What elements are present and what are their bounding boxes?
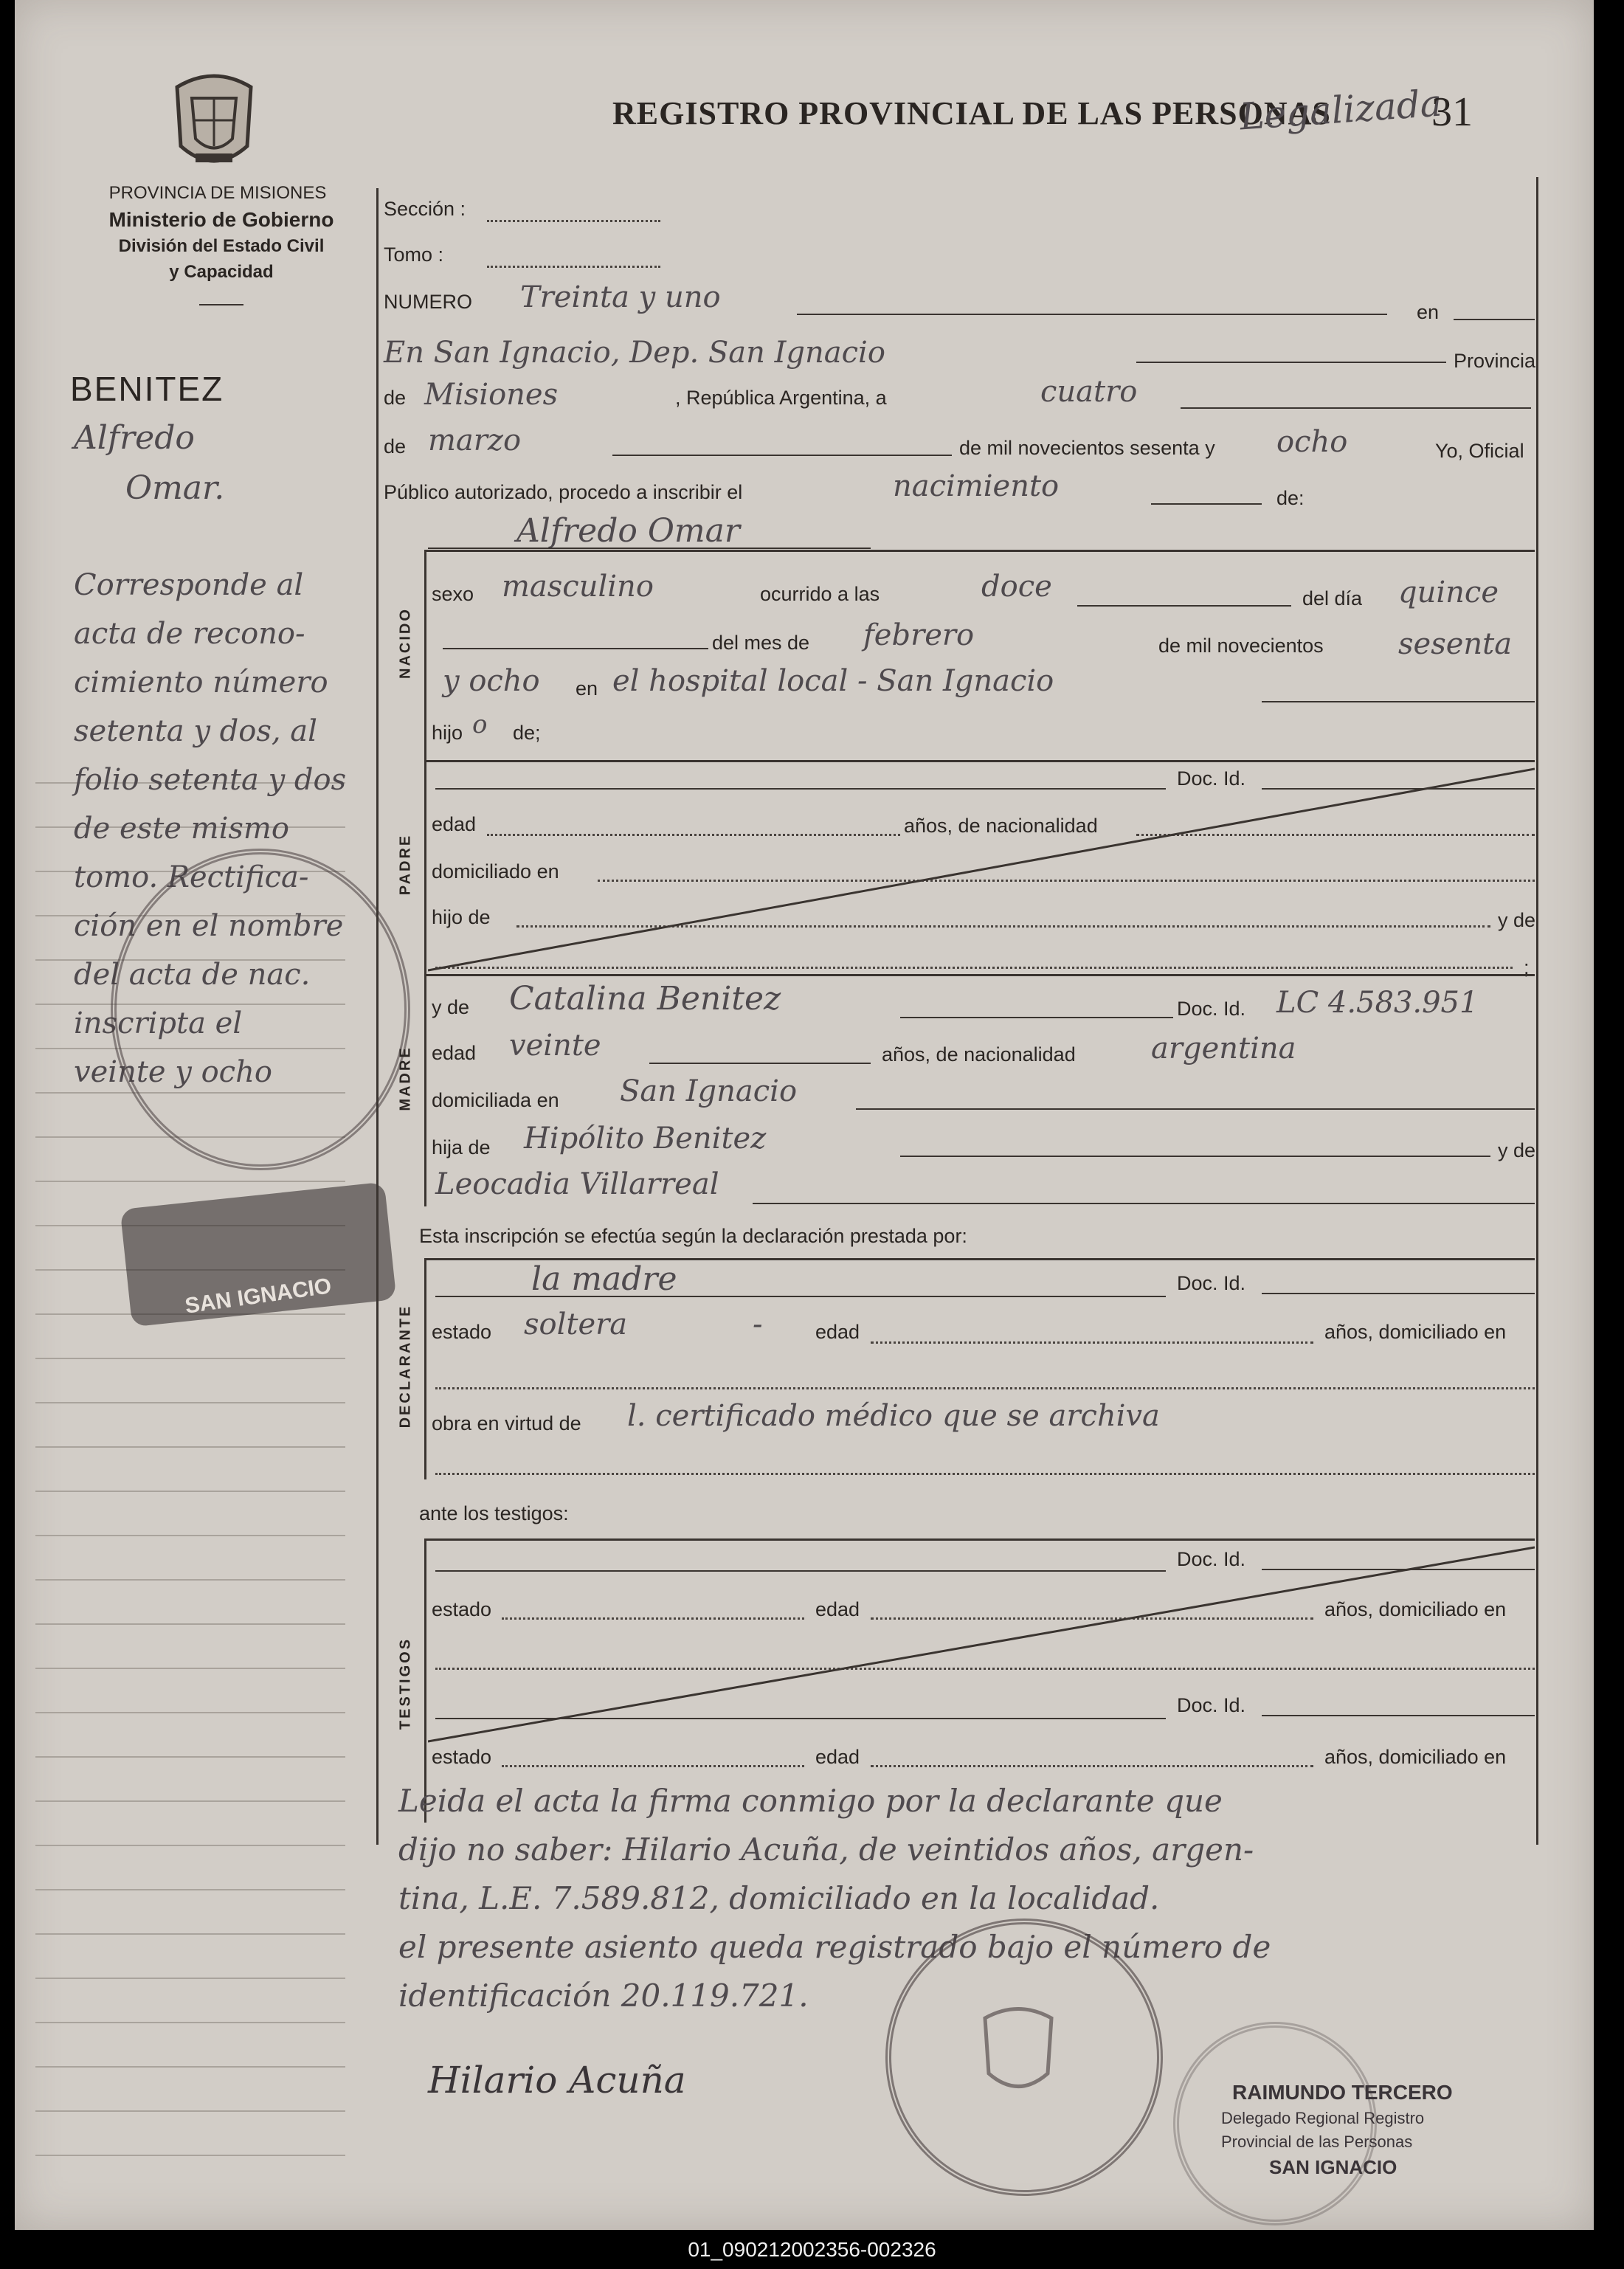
legalizada-note: Legalizada — [1238, 81, 1444, 139]
abuela-value: Leocadia Villarreal — [435, 1167, 719, 1201]
de-semi-label: de; — [513, 722, 541, 744]
madre-nacionalidad-value: argentina — [1151, 1032, 1296, 1066]
padre-semicolon: ; — [1524, 956, 1530, 978]
nombre-value: Alfredo Omar — [516, 512, 740, 550]
numero-value: Treinta y uno — [520, 280, 721, 314]
provincia-value: Misiones — [424, 378, 559, 412]
publico-label: Público autorizado, procedo a inscribir el — [384, 481, 743, 503]
margin-note-line: veinte y ocho — [74, 1055, 272, 1089]
testigo1-domicilio-label: años, domiciliado en — [1324, 1598, 1507, 1620]
seccion-label: Sección : — [384, 198, 466, 220]
madre-edad-value: veinte — [509, 1029, 601, 1063]
closing-line: identificación 20.119.721. — [398, 1978, 809, 2014]
closing-line: el presente asiento queda registrado bajo el número de — [398, 1929, 1271, 1965]
padre-cross-out — [428, 767, 1535, 974]
testigo1-edad-label: edad — [815, 1598, 860, 1620]
padre-hijo-de-label: hijo de — [432, 906, 491, 928]
sexo-value: masculino — [502, 570, 654, 604]
capacity-name: y Capacidad — [169, 262, 274, 282]
form-right-border — [1536, 177, 1538, 1845]
margin-note-line: cimiento número — [74, 666, 328, 700]
province-name: PROVINCIA DE MISIONES — [108, 183, 327, 203]
hora-value: doce — [981, 570, 1052, 604]
madre-edad-label: edad — [432, 1042, 477, 1064]
mes-nac-value: febrero — [863, 618, 975, 652]
closing-line: dijo no saber: Hilario Acuña, de veintidos años, argen- — [398, 1831, 1254, 1868]
margin-seal — [111, 849, 410, 1170]
official-stamp-office: Provincial de las Personas — [1221, 2132, 1413, 2151]
section-padre: PADRE — [397, 833, 414, 896]
anio-nac-value: sesenta — [1398, 627, 1513, 661]
lugar-nac-value: el hospital local - San Ignacio — [612, 664, 1054, 698]
declarante-value: la madre — [531, 1260, 677, 1298]
margin-note-line: ción en el nombre — [74, 909, 344, 943]
form-left-border — [376, 188, 379, 1845]
margin-given-name-1: Alfredo — [74, 419, 195, 457]
de-label: de — [384, 387, 407, 409]
padre-nac-label: años, de nacionalidad — [904, 815, 1098, 837]
division-name: División del Estado Civil — [118, 236, 325, 256]
abuelo-value: Hipólito Benitez — [524, 1122, 767, 1156]
en-nac-label: en — [576, 677, 598, 700]
tomo-field[interactable] — [487, 266, 660, 268]
madre-y-de-label-2: y de — [1498, 1139, 1536, 1161]
margin-note-line: Corresponde al — [74, 568, 304, 602]
page-number: 31 — [1431, 89, 1473, 135]
de-colon-label: de: — [1276, 487, 1305, 509]
provincia-label: Provincia — [1454, 350, 1536, 372]
ocurrido-label: ocurrido a las — [760, 583, 880, 605]
margin-note-line: de este mismo — [74, 812, 289, 846]
sexo-label: sexo — [432, 583, 474, 605]
anio-value: ocho — [1276, 425, 1348, 459]
margin-note-line: del acta de nac. — [74, 958, 311, 992]
dia-value: cuatro — [1040, 375, 1138, 409]
image-caption: 01_090212002356-002326 — [688, 2238, 936, 2261]
hijo-label: hijo — [432, 722, 463, 744]
document-page — [15, 0, 1594, 2230]
padre-doc-label: Doc. Id. — [1177, 767, 1246, 790]
de-mil-label: de mil novecientos sesenta y — [959, 437, 1215, 459]
madre-domicilio-value: San Ignacio — [620, 1074, 798, 1108]
testigos-cross-out — [428, 1546, 1535, 1745]
padre-top-border — [424, 760, 1535, 762]
margin-note-line: acta de recono- — [74, 617, 305, 651]
obra-value: l. certificado médico que se archiva — [627, 1399, 1160, 1433]
padre-edad-label: edad — [432, 813, 477, 835]
mes-value: marzo — [428, 424, 522, 457]
margin-stamp-text: SAN IGNACIO — [183, 1274, 334, 1319]
testigos-top-border — [424, 1538, 1535, 1541]
madre-doc-value: LC 4.583.951 — [1276, 986, 1479, 1020]
signature: Hilario Acuña — [428, 2059, 686, 2101]
madre-domicilio-label: domiciliada en — [432, 1089, 559, 1111]
hijo-value: o — [472, 710, 488, 739]
divider — [199, 304, 243, 305]
margin-given-name-2: Omar. — [125, 469, 225, 507]
dia-nac-value: quince — [1398, 576, 1499, 609]
declarante-estado-value: soltera — [524, 1308, 628, 1341]
testigo2-edad-label: edad — [815, 1746, 860, 1768]
testigos-label: ante los testigos: — [419, 1502, 569, 1524]
testigo2-estado-label: estado — [432, 1746, 492, 1768]
margin-surname: BENITEZ — [70, 370, 224, 408]
madre-nombre-value: Catalina Benitez — [509, 980, 781, 1018]
madre-y-de-label: y de — [432, 996, 470, 1018]
declarante-domicilio-label: años, domiciliado en — [1324, 1321, 1507, 1343]
declarante-edad-label: edad — [815, 1321, 860, 1343]
nacido-top-border — [424, 550, 1535, 552]
madre-nac-label: años, de nacionalidad — [882, 1043, 1076, 1066]
seal-crest-icon — [967, 2000, 1070, 2103]
declarante-doc-label: Doc. Id. — [1177, 1272, 1246, 1294]
ministry-name: Ministerio de Gobierno — [108, 208, 334, 231]
acto-value: nacimiento — [893, 469, 1060, 503]
anio-nac-value-2: y ocho — [443, 664, 540, 698]
lugar-value: En San Ignacio, Dep. San Ignacio — [384, 336, 885, 370]
closing-line: tina, L.E. 7.589.812, domiciliado en la localidad. — [398, 1880, 1160, 1916]
testigo2-domicilio-label: años, domiciliado en — [1324, 1746, 1507, 1768]
testigo2-doc-label: Doc. Id. — [1177, 1694, 1246, 1716]
testigo1-doc-label: Doc. Id. — [1177, 1548, 1246, 1570]
section-nacido: NACIDO — [397, 607, 414, 679]
coat-of-arms-icon — [162, 65, 266, 176]
official-stamp-place: SAN IGNACIO — [1269, 2156, 1397, 2178]
margin-note-line: tomo. Rectifica- — [74, 860, 309, 894]
official-stamp-title: Delegado Regional Registro — [1221, 2109, 1425, 2127]
margin-note-line: folio setenta y dos — [74, 763, 347, 797]
republica-label: , República Argentina, a — [675, 387, 887, 409]
padre-domicilio-label: domiciliado en — [432, 860, 559, 883]
margin-note-line: inscripta el — [74, 1006, 243, 1040]
inscripcion-label: Esta inscripción se efectúa según la declaración prestada por: — [419, 1225, 967, 1247]
madre-hija-de-label: hija de — [432, 1136, 491, 1158]
declarante-estado-label: estado — [432, 1321, 492, 1343]
yo-oficial-label: Yo, Oficial — [1435, 440, 1524, 462]
madre-doc-label: Doc. Id. — [1177, 998, 1246, 1020]
section-declarante: DECLARANTE — [397, 1304, 414, 1429]
testigo1-estado-label: estado — [432, 1598, 492, 1620]
numero-label: NUMERO — [384, 291, 472, 313]
section-madre: MADRE — [397, 1046, 414, 1111]
section-testigos: TESTIGOS — [397, 1637, 414, 1730]
margin-note-line: setenta y dos, al — [74, 714, 317, 748]
de-mil-nac-label: de mil novecientos — [1158, 635, 1324, 657]
en-label: en — [1417, 301, 1440, 323]
del-mes-label: del mes de — [712, 632, 810, 654]
padre-y-de-label: y de — [1498, 909, 1536, 931]
del-dia-label: del día — [1302, 587, 1363, 609]
page-title: REGISTRO PROVINCIAL DE LAS PERSONAS — [612, 95, 1331, 131]
closing-line: Leida el acta la firma conmigo por la declarante que — [398, 1783, 1223, 1819]
de-mes-label: de — [384, 435, 407, 457]
obra-label: obra en virtud de — [432, 1412, 581, 1434]
madre-top-border — [424, 974, 1535, 976]
declarante-estado-mark: - — [753, 1308, 763, 1341]
official-stamp-name: RAIMUNDO TERCERO — [1232, 2081, 1453, 2104]
tomo-label: Tomo : — [384, 244, 444, 266]
seccion-field[interactable] — [487, 220, 660, 222]
